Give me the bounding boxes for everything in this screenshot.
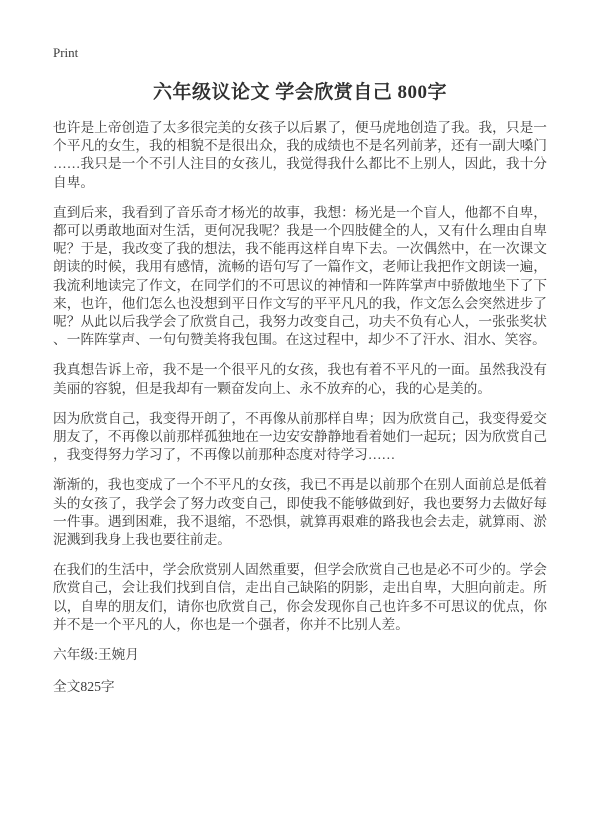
essay-paragraph-6: 在我们的生活中，学会欣赏别人固然重要，但学会欣赏自己也是必不可少的。学会欣赏自己，会让我们找到自信，走出自己缺陷的阴影，走出自卑，大胆向前走。所以，自卑的朋友们，请你也欣赏自己，你会发现你自己也许多不可思议的优点，你并不是一个平凡的人，你也是一个强者，你并不比别人差。 xyxy=(53,562,547,632)
essay-paragraph-5: 渐渐的，我也变成了一个不平凡的女孩，我已不再是以前那个在别人面前总是低着头的女孩了，我学会了努力改变自己，即使我不能够做到好，我也要努力去做好每一件事。遇到困难，我不退缩，不恐惧，就算再艰难的路我也会去走，就算雨、淤泥溅到我身上我也要往前走。 xyxy=(53,477,547,548)
author-line: 六年级:王婉月 xyxy=(53,647,139,663)
essay-title: 六年级议论文 学会欣赏自己 800字 xyxy=(152,82,447,103)
essay-paragraph-1: 也许是上帝创造了太多很完美的女孩子以后累了，便马虎地创造了我。我，只是一个平凡的女生，我的相貌不是很出众，我的成绩也不是名列前茅，还有一副大嗓门……我只是一个不引人注目的女孩儿，我觉得我什么都比不上别人，因此，我十分自卑。 xyxy=(53,120,547,190)
essay-paragraph-2: 直到后来，我看到了音乐奇才杨光的故事，我想：杨光是一个盲人，他都不自卑，都可以勇敢地面对生活，更何况我呢？我是一个四肢健全的人，又有什么理由自卑呢？于是，我改变了我的想法，我不能再这样自卑下去。一次偶然中，在一次课文朗读的时候，我用有感情，流畅的语句写了一篇作文，老师让我把作文朗读一遍，我流利地读完了作文，在同学们的不可思议的神情和一阵阵掌声中骄傲地坐下了下来，也许，他们怎么也没想到平日作文写的平平凡凡的我，作文怎么会突然进步了呢？从此以后我学会了欣赏自己，我努力改变自己，功夫不负有心人，一张张奖状、一阵阵掌声、一句句赞美将我包围。在这过程中，却少不了汗水、泪水、笑容。 xyxy=(53,204,547,348)
essay-body xyxy=(53,82,547,708)
word-count: 全文825字 xyxy=(53,679,115,695)
print-link[interactable]: Print xyxy=(53,45,79,60)
essay-paragraph-4: 因为欣赏自己，我变得开朗了，不再像从前那样自卑；因为欣赏自己，我变得爱交朋友了，不再像以前那样孤独地在一边安安静静地看着她们一起玩；因为欣赏自己，我变得努力学习了，不再像以前那种态度对待学习…… xyxy=(53,410,547,463)
essay-paragraph-3: 我真想告诉上帝，我不是一个很平凡的女孩，我也有着不平凡的一面。虽然我没有美丽的容貌，但是我却有一颗奋发向上、永不放弃的心，我的心是美的。 xyxy=(53,362,547,396)
